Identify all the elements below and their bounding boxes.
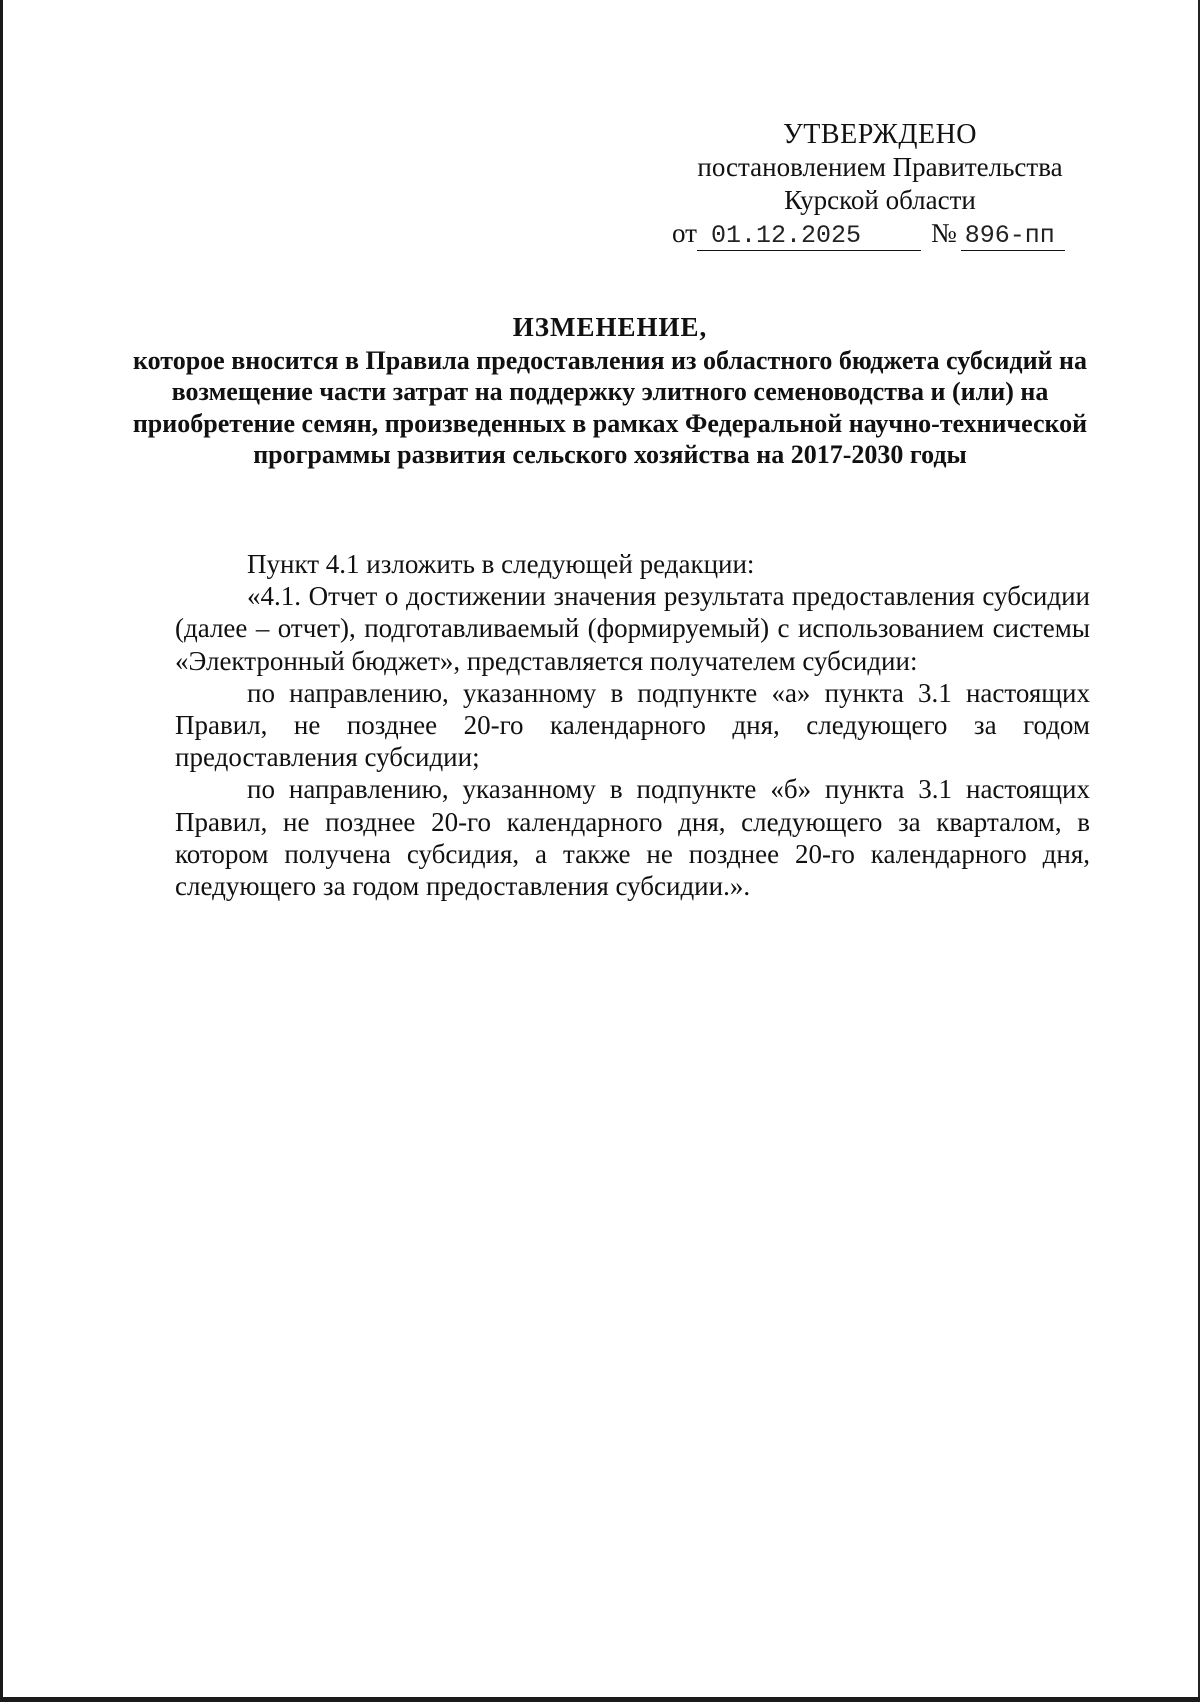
approval-block: [672, 118, 1080, 251]
approval-title: УТВЕРЖДЕНО: [782, 119, 978, 150]
document-body: [175, 548, 1090, 902]
scan-edge-left: [0, 0, 3, 1702]
approval-date: 01.12.2025: [697, 222, 921, 251]
document-heading: [130, 312, 1090, 471]
approval-date-line: [672, 217, 1080, 251]
scan-edge-bottom: [0, 1697, 1200, 1702]
body-paragraph: «4.1. Отчет о достижении значения результата предоставления субсидии (далее – отчет), подготавливаемый (формируемый) с использованием системы «Электронный бюджет», представляется получателем субсидии:: [175, 581, 1090, 676]
document-title: ИЗМЕНЕНИЕ,: [512, 312, 708, 342]
approval-number: 896-пп: [961, 222, 1065, 251]
from-label: от: [672, 218, 697, 248]
approval-line-resolution: постановлением Правительства: [697, 152, 1063, 182]
body-paragraph: Пункт 4.1 изложить в следующей редакции:: [247, 549, 755, 579]
document-subtitle: которое вносится в Правила предоставления из областного бюджета субсидий на возмещение части затрат на поддержку элитного семеноводства и (или) на приобретение семян, произведенных в рамках Федеральной научно-технической программы развития сельского хозяйства на 2017-2030 годы: [132, 345, 1088, 470]
number-label: №: [930, 218, 957, 248]
body-paragraph: по направлению, указанному в подпункте «а» пункта 3.1 настоящих Правил, не позднее 20-го календарного дня, следующего за годом предоставления субсидии;: [175, 677, 1090, 773]
body-paragraph: по направлению, указанному в подпункте «б» пункта 3.1 настоящих Правил, не позднее 20-го календарного дня, следующего за кварталом, в котором получена субсидия, а также не позднее 20-го календарного дня, следующего за годом предоставления субсидии.».: [175, 774, 1090, 902]
approval-line-region: Курской области: [784, 185, 976, 215]
